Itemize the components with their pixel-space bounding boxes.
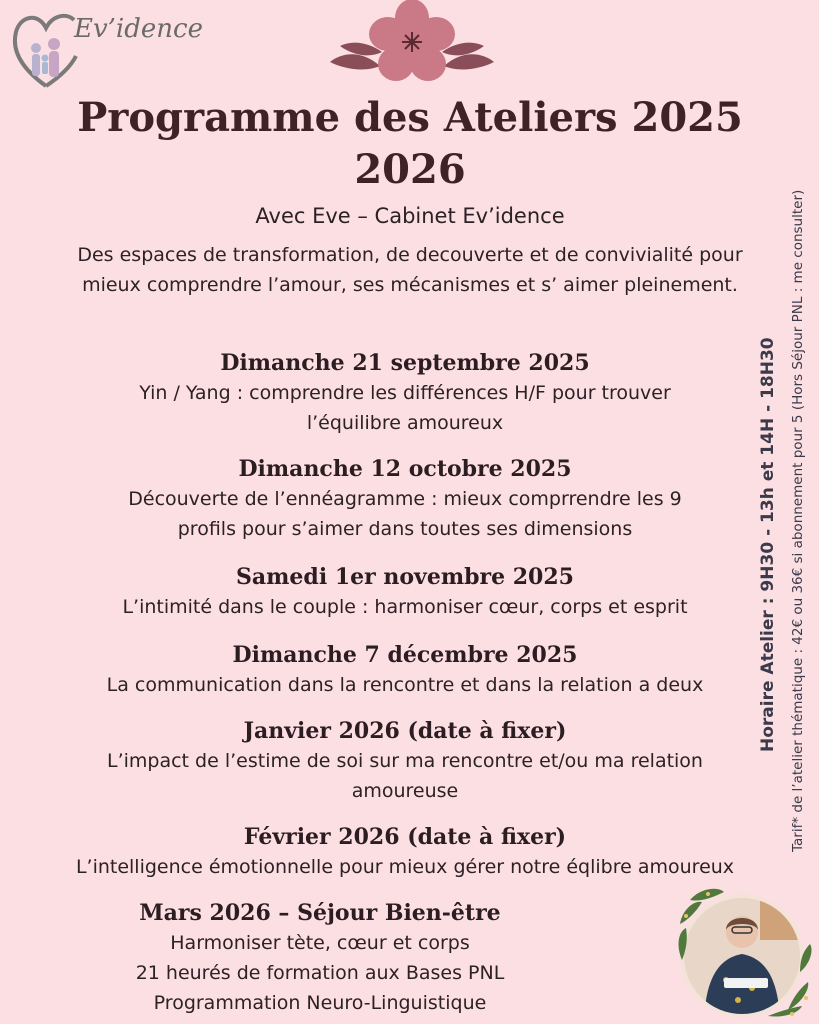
event-item xyxy=(20,562,790,622)
event-date: Dimanche 7 décembre 2025 xyxy=(232,642,578,668)
event-date: Samedi 1er novembre 2025 xyxy=(236,564,574,590)
flower-ornament-icon xyxy=(312,0,512,86)
event-desc: Programmation Neuro-Linguistique xyxy=(153,992,487,1014)
event-desc: La communication dans la rencontre et dans la relation a deux xyxy=(106,674,704,696)
vertical-info xyxy=(752,62,818,852)
event-desc: Yin / Yang : comprendre les différences H/F pour trouver xyxy=(139,382,671,404)
workshop-hours: Horaire Atelier : 9H30 - 13h et 14H - 18H30 xyxy=(758,337,778,752)
workshop-price: Tarif* de l’atelier thématique : 42€ ou 36€ si abonnement pour 5 (Hors Séjour PNL : me consulter) xyxy=(790,189,806,852)
event-date: Dimanche 12 octobre 2025 xyxy=(238,456,572,482)
event-date: Mars 2026 – Séjour Bien-être xyxy=(139,900,501,926)
event-date: Février 2026 (date à fixer) xyxy=(243,824,567,850)
event-item xyxy=(20,348,790,438)
title-line-2: 2026 xyxy=(354,146,466,193)
title-line-1: Programme des Ateliers 2025 xyxy=(77,94,743,141)
page-title xyxy=(40,92,780,196)
event-item xyxy=(20,640,790,700)
event-desc: 21 heurés de formation aux Bases PNL xyxy=(135,962,505,984)
brand-logo xyxy=(8,4,228,94)
event-desc: amoureuse xyxy=(351,780,459,802)
event-date: Janvier 2026 (date à fixer) xyxy=(243,718,567,744)
intro-text: Des espaces de transformation, de decouverte et de convivialité pour mieux comprendre l’amour, ses mécanismes et s’ aimer pleinement. xyxy=(77,244,743,296)
portrait-photo xyxy=(660,880,818,1020)
event-date: Dimanche 21 septembre 2025 xyxy=(220,350,590,376)
event-desc: L’intimité dans le couple : harmoniser cœur, corps et esprit xyxy=(122,596,688,618)
event-desc: profils pour s’aimer dans toutes ses dimensions xyxy=(177,518,633,540)
event-item xyxy=(20,716,790,806)
subtitle: Avec Eve – Cabinet Ev’idence xyxy=(255,204,565,228)
event-desc: l’équilibre amoureux xyxy=(306,412,504,434)
event-desc: Harmoniser tète, cœur et corps xyxy=(170,932,470,954)
brand-name: Ev’idence xyxy=(74,14,203,44)
event-item xyxy=(20,822,790,882)
event-desc: Découverte de l’ennéagramme : mieux comprrendre les 9 xyxy=(128,488,682,510)
event-desc: L’impact de l’estime de soi sur ma rencontre et/ou ma relation xyxy=(107,750,703,772)
event-item xyxy=(20,454,790,544)
event-desc: L’intelligence émotionnelle pour mieux gérer notre éqlibre amoureux xyxy=(75,856,735,878)
